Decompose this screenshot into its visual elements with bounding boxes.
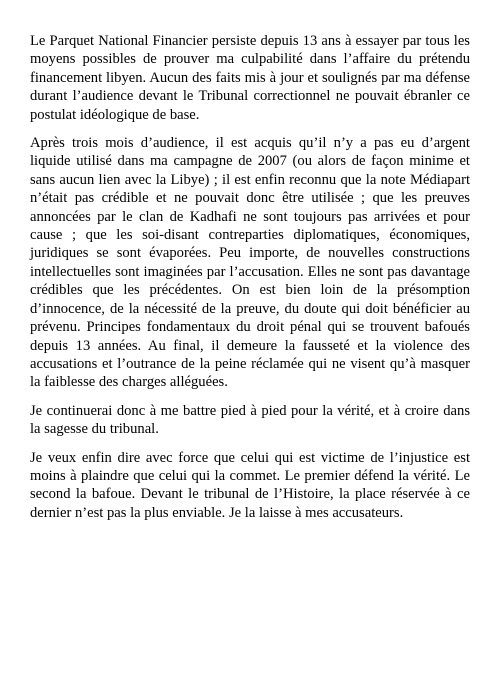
paragraph-4: Je veux enfin dire avec force que celui qui est victime de l’injustice est moins à plaindre que celui qui la commet. Le premier défend la vérité. Le second la bafoue. Devant le tribunal de l’Histoire, la place réservée à ce dernier n’est pas la plus enviable. Je la laisse à mes accusateurs.	[30, 449, 470, 521]
paragraph-3: Je continuerai donc à me battre pied à pied pour la vérité, et à croire dans la sagesse du tribunal.	[30, 402, 470, 438]
paragraph-1: Le Parquet National Financier persiste depuis 13 ans à essayer par tous les moyens possibles de prouver ma culpabilité dans l’affaire du prétendu financement libyen. Aucun des faits mis à jour et soulignés par ma défense durant l’audience devant le Tribunal correctionnel ne pouvait ébranler ce postulat idéologique de base.	[30, 33, 470, 123]
paragraph-2: Après trois mois d’audience, il est acquis qu’il n’y a pas eu d’argent liquide utilisé dans ma campagne de 2007 (ou alors de façon minime et sans aucun lien avec la Libye) ; il est enfin reconnu que la note Médiapart n’était pas crédible et ne pouvait donc être utilisée ; que les preuves annoncées par le clan de Kadhafi ne sont toujours pas arrivées et pour cause ; que les soi-disant contreparties diplomatiques, économiques, juridiques se sont évaporées. Peu importe, de nouvelles constructions intellectuelles sont imaginées par l’accusation. Elles ne sont pas davantage crédibles que les précédentes. On est bien loin de la présomption d’innocence, de la nécessité de la preuve, du doute qui doit bénéficier au prévenu. Principes fondamentaux du droit pénal qui se trouvent bafoués depuis 13 années. Au final, il demeure la fausseté et la violence des accusations et l’outrance de la peine réclamée qui ne visent qu’à masquer la faiblesse des charges alléguées.	[30, 135, 470, 391]
document-body	[30, 32, 470, 532]
